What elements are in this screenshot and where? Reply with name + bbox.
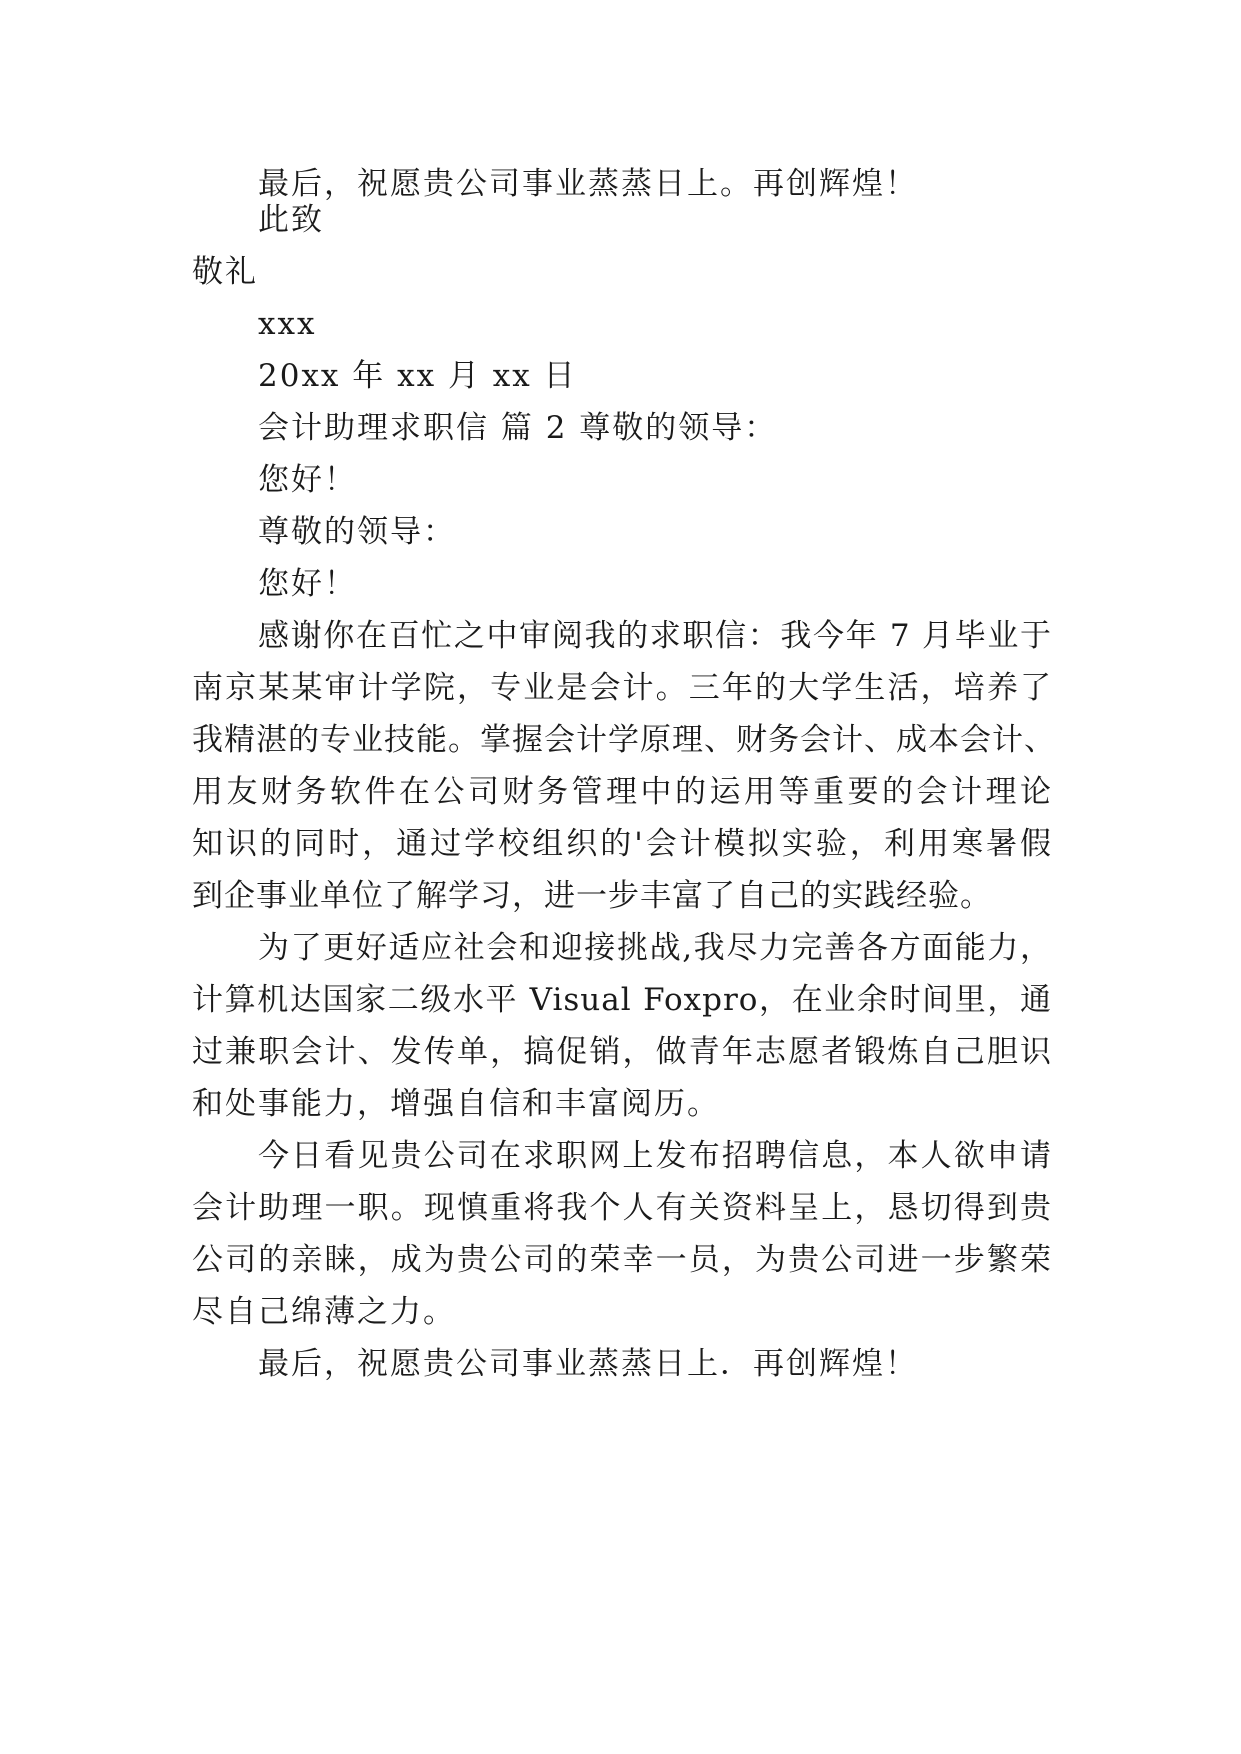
paragraph-line: 公司的亲睐，成为贵公司的荣幸一员，为贵公司进一步繁荣 <box>192 1242 1052 1278</box>
paragraph-line: 过兼职会计、发传单，搞促销，做青年志愿者锻炼自己胆识 <box>192 1034 1052 1070</box>
paragraph-line: 知识的同时，通过学校组织的'会计模拟实验，利用寒暑假 <box>192 826 1052 862</box>
section-heading: 会计助理求职信 篇 2 尊敬的领导： <box>258 410 778 446</box>
closing-wish-line: 最后，祝愿贵公司事业蒸蒸日上．再创辉煌！ <box>258 1346 918 1382</box>
paragraph-line: 和处事能力，增强自信和丰富阅历。 <box>192 1086 720 1122</box>
paragraph-line: 会计助理一职。现慎重将我个人有关资料呈上，恳切得到贵 <box>192 1190 1052 1226</box>
signature-name: xxx <box>258 306 317 342</box>
paragraph-line: 感谢你在百忙之中审阅我的求职信：我今年 7 月毕业于 <box>258 618 1052 654</box>
signature-date: 20xx 年 xx 月 xx 日 <box>258 358 577 394</box>
greeting-line: 您好！ <box>258 462 357 498</box>
paragraph-line: 尽自己绵薄之力。 <box>192 1294 456 1330</box>
greeting-line: 您好！ <box>258 566 357 602</box>
paragraph-line: 今日看见贵公司在求职网上发布招聘信息，本人欲申请 <box>258 1138 1052 1174</box>
addressee-line: 尊敬的领导： <box>258 514 456 550</box>
paragraph-line: 用友财务软件在公司财务管理中的运用等重要的会计理论 <box>192 774 1052 810</box>
salutation-cizhi: 此致 <box>258 202 324 238</box>
paragraph-line: 我精湛的专业技能。掌握会计学原理、财务会计、成本会计、 <box>192 722 1056 758</box>
salutation-jingli: 敬礼 <box>192 254 258 290</box>
paragraph-line: 计算机达国家二级水平 Visual Foxpro，在业余时间里，通 <box>192 982 1052 1018</box>
paragraph-line: 南京某某审计学院，专业是会计。三年的大学生活，培养了 <box>192 670 1052 706</box>
closing-wish-line: 最后，祝愿贵公司事业蒸蒸日上。再创辉煌！ <box>258 166 918 202</box>
paragraph-line: 为了更好适应社会和迎接挑战,我尽力完善各方面能力， <box>258 930 1052 966</box>
paragraph-line: 到企事业单位了解学习，进一步丰富了自己的实践经验。 <box>192 878 992 914</box>
